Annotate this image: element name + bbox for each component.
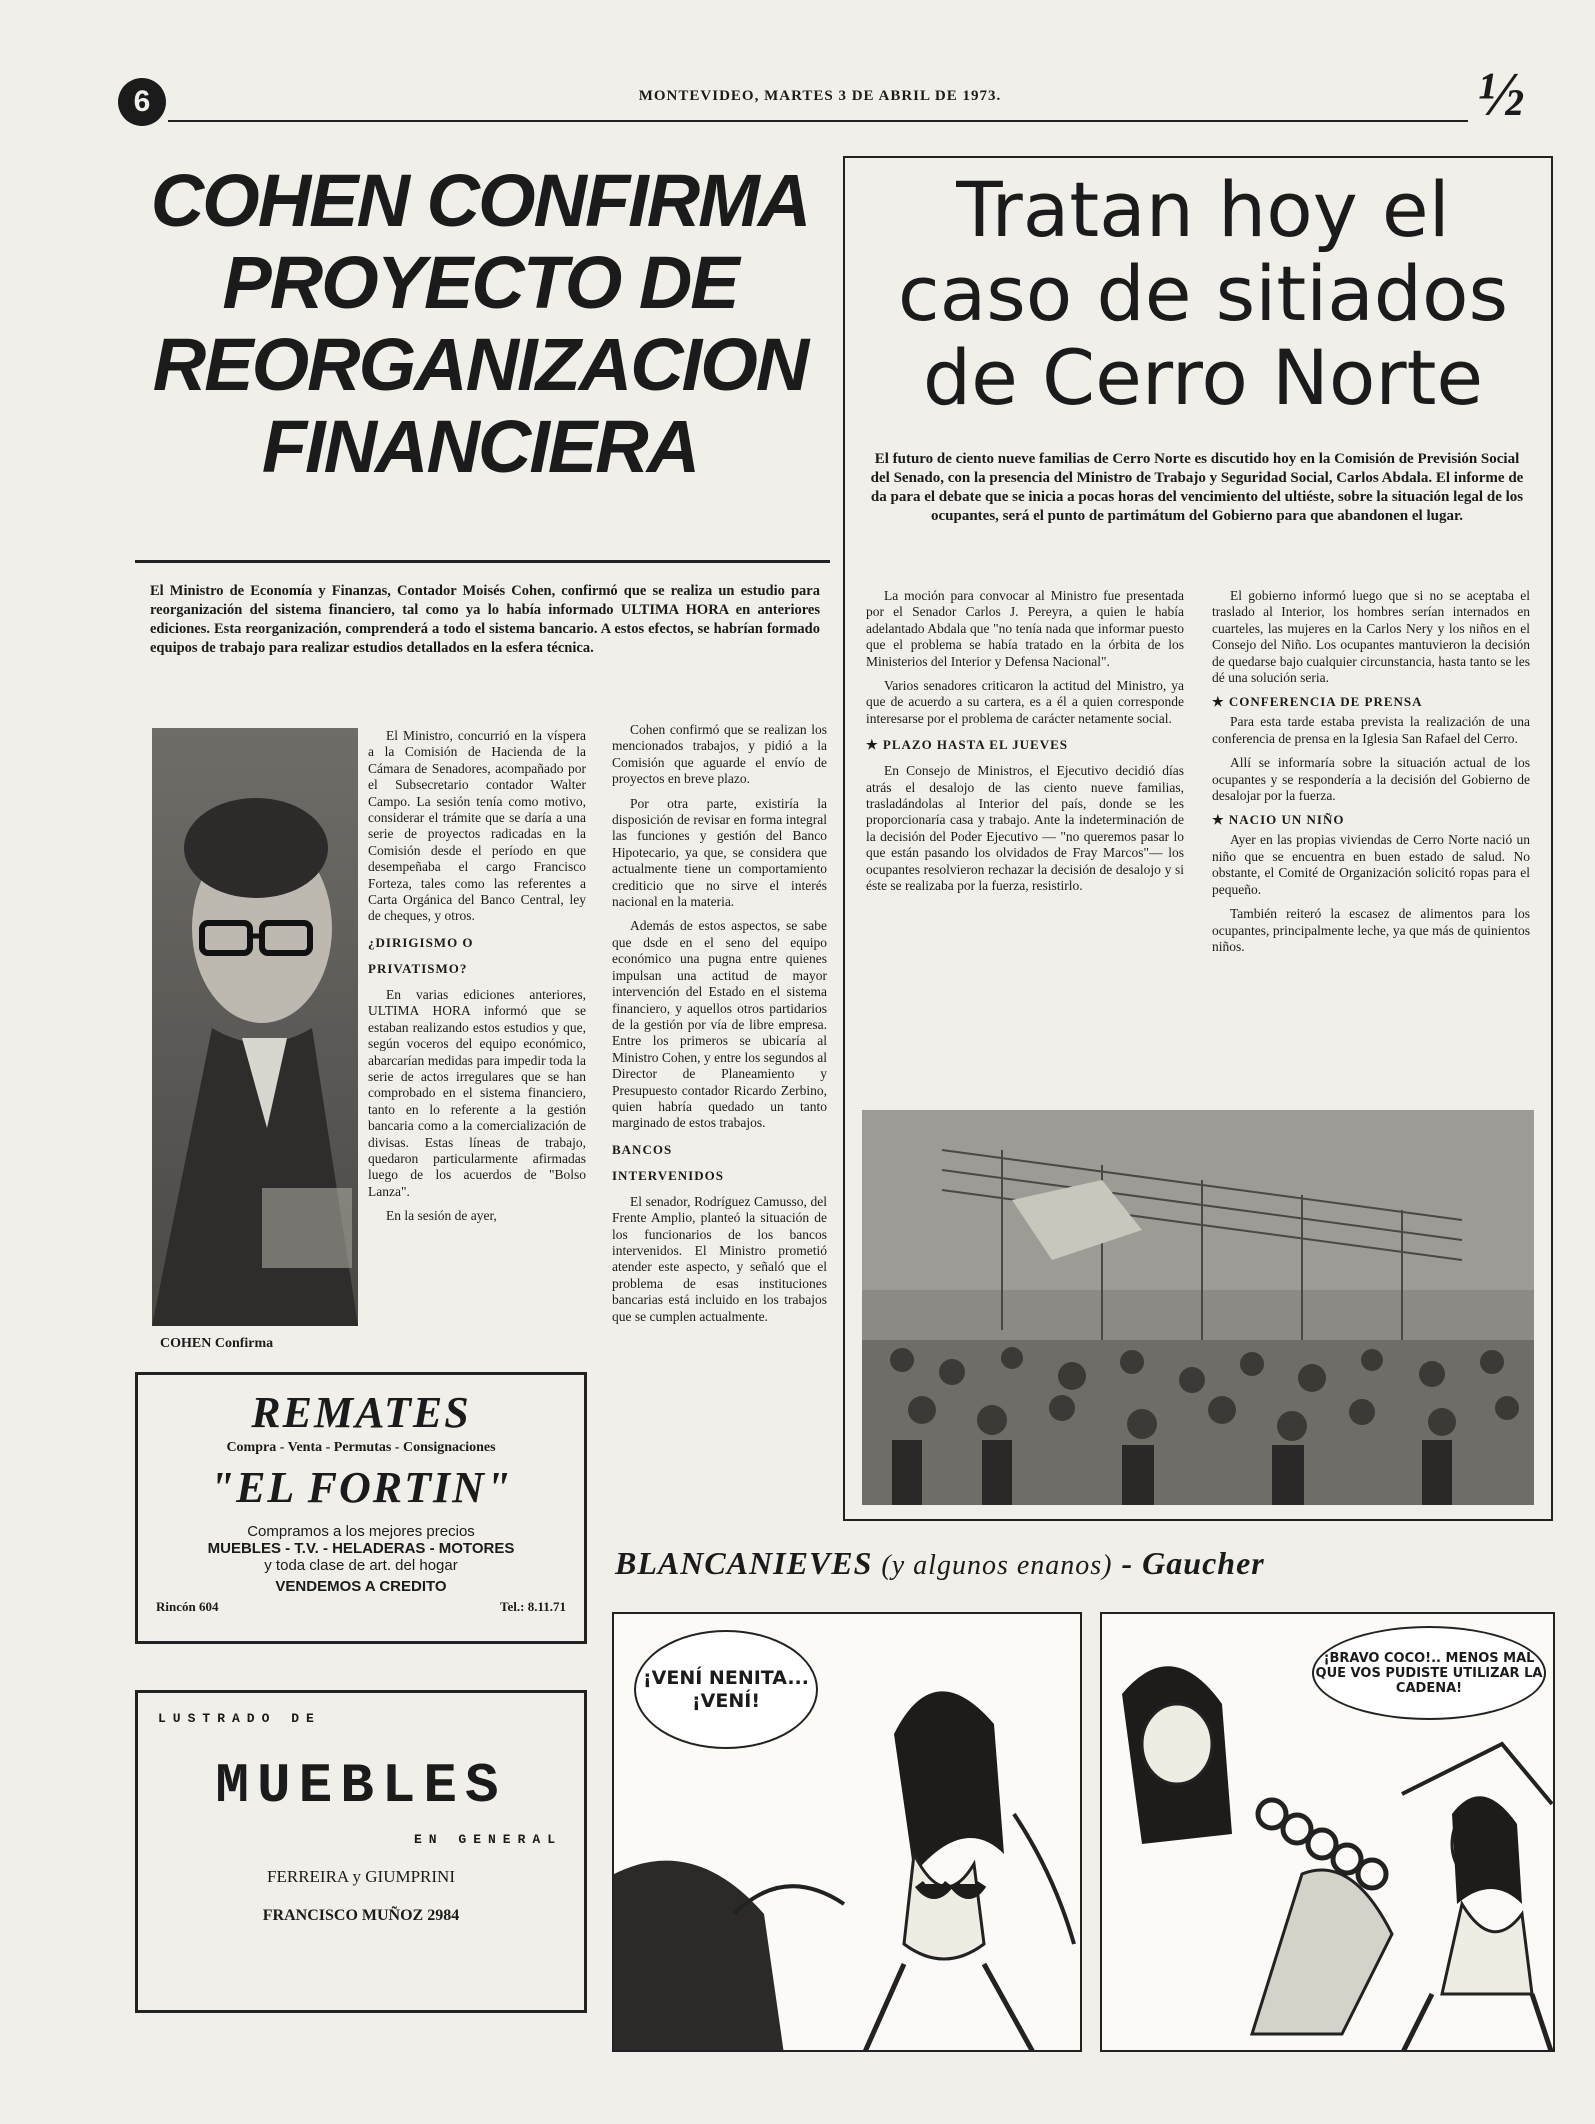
dateline: MONTEVIDEO, MARTES 3 DE ABRIL DE 1973. [638,88,1002,104]
cohen-photo [152,728,358,1326]
paragraph: Cohen confirmó que se realizan los mencionados trabajos, y pidió a la Comisión que aguarde el envío de proyectos en breve plazo. [612,722,827,787]
subhead: ★ NACIO UN NIÑO [1212,812,1345,828]
remates-line-3: y toda clase de art. del hogar [264,1557,458,1574]
paragraph: En varias ediciones anteriores, ULTIMA HORA informó que se estaban realizando estos estudios y que, según voceros del equipo económico, abarcarían medidas para impedir toda la serie de actos irregulares que se han comprobado en el sistema financiero, tanto en lo referente a la gestión bancaria como a la comercialización de divisas. Estas líneas de trabajo, quedaron particularmente afirmadas luego de los acuerdos de "Bolso Lanza". [368,986,586,1199]
paragraph: Para esta tarde estaba prevista la realización de una conferencia de prensa en la Iglesia San Rafael del Cerro. [1212,714,1530,746]
cerro-norte-photo [862,1110,1534,1505]
left-column-1 [368,728,586,1233]
page-number: 6 [118,78,166,126]
right-column-1 [866,588,1184,903]
right-headline-line-3: de Cerro Norte [922,333,1484,422]
paragraph: El Ministro, concurrió en la víspera a la Comisión de Hacienda de la Cámara de Senadores, acompañado por el Subsecretario contador Walter Campo. La sesión tenía como motivo, considerar el trámite que se daría a una serie de proyectos radicadas en la Comisión desde el período en que desempeñaba el cargo Francisco Forteza, tales como las referentes a Carta Orgánica del Banco Central, ley de cheques, y otros. [368,728,586,924]
right-headline [858,165,1548,422]
paragraph: En Consejo de Ministros, el Ejecutivo decidió días atrás el desalojo de las ciento nueve familias, trasladándolas al Interior del país, donde se les proporcionaría casa y trabajo. Ante la indeterminación de la decisión del Poder Ejecutivo — "no queremos pasar lo que están pasando los olvidados de Fray Marcos"— los ocupantes resolvieron rechazar la decisión de desalojo y si éste se realizaba por la fuerza, resistirlo. [866,763,1184,894]
right-lead: El futuro de ciento nueve familias de Cerro Norte es discutido hoy en la Comisión de Previsión Social del Senado, con la presencia del Ministro de Trabajo y Seguridad Social, Carlos Abdala. El informe de da para el debate que se inicia a pocas horas del vencimiento del ultiéste, sobre la situación legal de los ocupantes, será el punto de partimátum del Gobierno para que abandonen el lugar. [870,451,1524,524]
photo-caption: COHEN Confirma [160,1336,274,1351]
muebles-top: LUSTRADO DE [158,1711,321,1726]
subhead: INTERVENIDOS [612,1167,724,1183]
right-column-2 [1212,588,1530,963]
remates-footer [138,1595,584,1615]
remates-title: REMATES [251,1388,471,1437]
comic-balloon-2: ¡BRAVO COCO!.. MENOS MAL QUE VOS PUDISTE UTILIZAR LA CADENA! [1312,1626,1546,1720]
right-headline-line-1: Tratan hoy el [956,165,1450,254]
remates-line-1: Compramos a los mejores precios [247,1523,475,1540]
paragraph: También reiteró la escasez de alimentos para los ocupantes, principalmente leche, ya que más de quinientos niños. [1212,906,1530,954]
paragraph: Allí se informaría sobre la situación actual de los ocupantes y se respondería a la decisión del Gobierno de desalojar por la fuerza. [1212,755,1530,804]
remates-line-2: MUEBLES - T.V. - HELADERAS - MOTORES [207,1540,515,1557]
paragraph: Ayer en las propias viviendas de Cerro Norte nació un niño que se encuentra en buen estado de salud. No obstante, el Comité de Organización solicitó ropas para el pequeño. [1212,832,1530,897]
paragraph: En la sesión de ayer, [386,1208,497,1224]
comic-title-main: BLANCANIEVES [615,1545,873,1581]
left-headline-line-1: COHEN CONFIRMA [150,159,810,242]
left-headline-line-2: PROYECTO DE [222,241,738,324]
muebles-general: EN GENERAL [413,1832,562,1847]
left-headline-line-3: REORGANIZACION [152,323,808,406]
paragraph: Por otra parte, existiría la disposición de revisar en forma integral las funciones y gestión del Banco Hipotecario, ya que, se considera que actualmente tiene un comportamiento crediticio que no sirve el interés nacional en la materia. [612,795,827,910]
newspaper-logo: ½ [1478,61,1525,129]
comic-balloon-1: ¡VENÍ NENITA... ¡VENÍ! [634,1630,818,1749]
muebles-address: FRANCISCO MUÑOZ 2984 [262,1907,460,1924]
subhead: PRIVATISMO? [368,960,468,976]
left-headline-rule [135,560,830,563]
comic-panel-1 [612,1612,1082,2052]
remates-line-4: VENDEMOS A CREDITO [275,1578,447,1595]
left-lead: El Ministro de Economía y Finanzas, Contador Moisés Cohen, confirmó que se realiza un estudio para reorganización del sistema financiero, tal como ya lo había informado ULTIMA HORA en anteriores ediciones. Esta reorganización, comprenderá a todo el sistema bancario. A estos efectos, se habrían formado equipos de trabajo para realizar estudios detallados en la esfera técnica. [150,583,820,656]
left-headline-line-4: FINANCIERA [261,405,699,488]
subhead: ★ PLAZO HASTA EL JUEVES [866,737,1069,753]
paragraph: Varios senadores criticaron la actitud del Ministro, ya que de acuerdo a su cartera, es a él a quien corresponde interesarse por el problema de carácter netamente social. [866,678,1184,726]
paragraph: El gobierno informó luego que si no se aceptaba el traslado al Interior, los hombres serían internados en cuarteles, las mujeres en la Carlos Nery y los niños en el Consejo del Niño. Los ocupantes mantuvieron la decisión de quedarse bajo cualquier circunstancia, hasta tanto se les dé una solución seria. [1212,588,1530,686]
left-headline [135,160,825,488]
cohen-portrait-image [152,728,358,1326]
remates-ad [135,1372,587,1644]
comic-title-subtitle: (y algunos enanos) [881,1550,1113,1581]
paragraph: Además de estos aspectos, se sabe que dsde en el seno del equipo económico una pugna entre quienes impulsan una actitud de mayor intervención del Estado en el sistema financiero, y aquellos otros partidarios de la gestión por vía de libre empresa. Entre los primeros se ubicaría al Ministro Cohen, y entre los segundos al Director de Planeamiento y Presupuesto contador Ricardo Zerbino, quien habría quedado un tanto marginado de estos trabajos. [612,918,827,1131]
comic-title [615,1545,1555,1582]
paragraph: La moción para convocar al Ministro fue presentada por el Senador Carlos J. Pereyra, a quien le había adelantado Abdala que "no tenía nada que informar puesto que el problema se había tratado en la órbita de los Ministerios del Interior y Defensa Nacional". [866,588,1184,669]
crowd-image [862,1110,1534,1505]
comic-author: - Gaucher [1121,1545,1265,1581]
subhead: BANCOS [612,1141,673,1157]
paragraph: El senador, Rodríguez Camusso, del Frente Amplio, planteó la situación de los funcionarios de los bancos intervenidos. El Ministro prometió atender este aspecto, y señaló que el problema de esas instituciones bancarias está incluido en los trabajos que se cumplen actualmente. [612,1193,827,1324]
remates-address: Rincón 604 [156,1599,219,1614]
muebles-names: FERREIRA y GIUMPRINI [267,1867,455,1886]
right-headline-line-2: caso de sitiados [897,249,1509,338]
subhead: ¿DIRIGISMO O [368,934,474,950]
muebles-title: MUEBLES [215,1754,507,1818]
remates-subtitle: Compra - Venta - Permutas - Consignaciones [226,1440,496,1455]
remates-phone: Tel.: 8.11.71 [500,1599,566,1614]
muebles-ad [135,1690,587,2013]
comic-panel-2 [1100,1612,1555,2052]
remates-name: "EL FORTIN" [209,1463,513,1512]
masthead-rule [168,120,1468,122]
subhead: ★ CONFERENCIA DE PRENSA [1212,694,1423,710]
left-column-2 [612,722,827,1333]
